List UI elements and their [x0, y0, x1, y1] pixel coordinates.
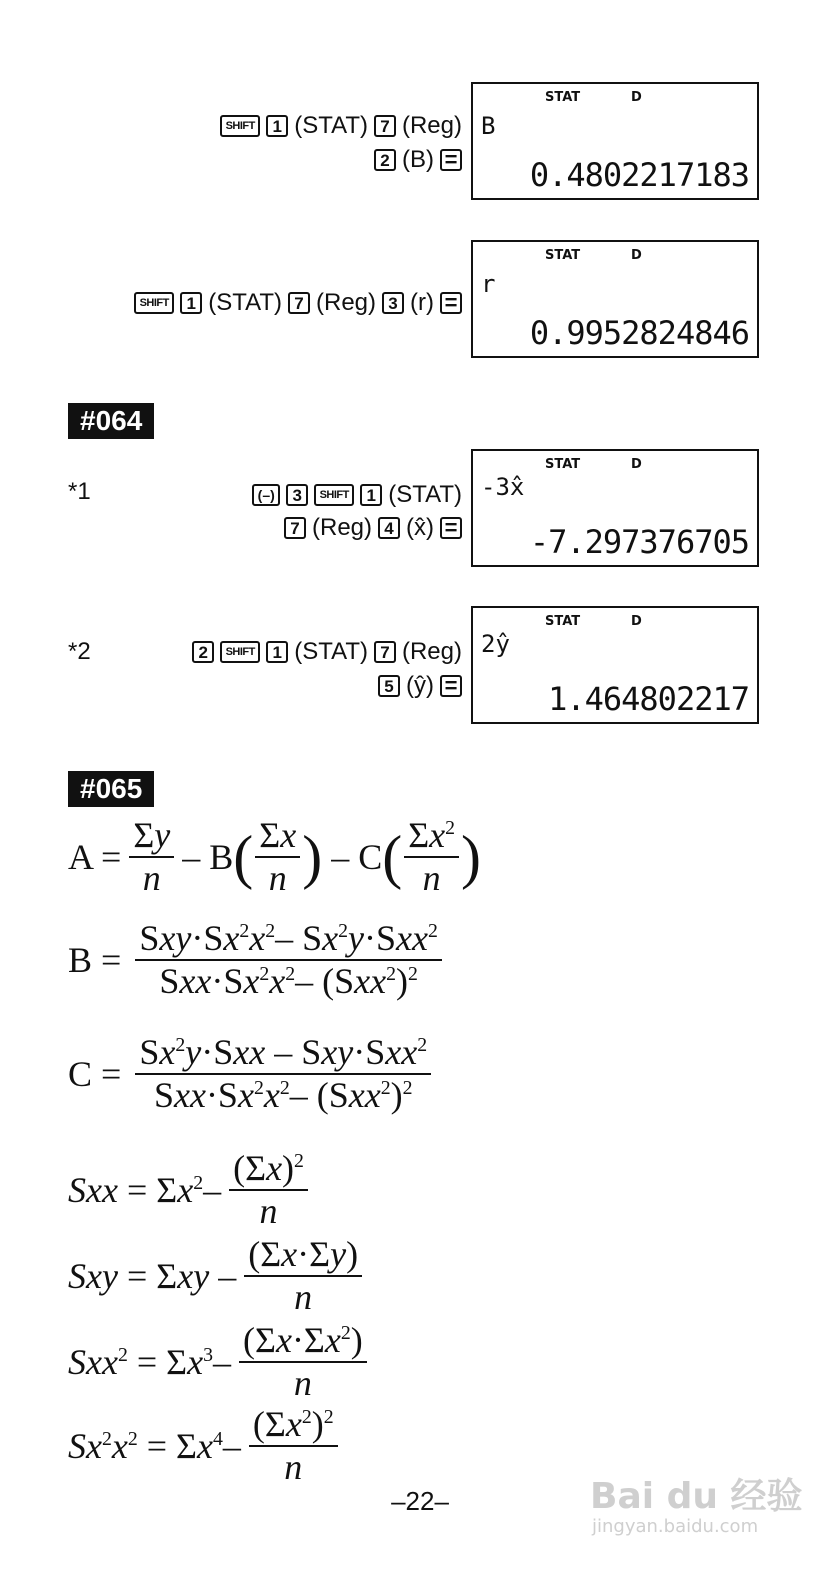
section-tag-064: #064: [68, 403, 154, 439]
lcd-result: 0.9952824846: [529, 314, 749, 352]
stat-label: (STAT): [208, 289, 282, 316]
lcd-expression: r: [481, 270, 496, 298]
key-sequence-b-line1: [220, 112, 462, 140]
r-label: (r): [410, 289, 434, 316]
baidu-watermark-logo: Bai du 经验: [590, 1476, 803, 1517]
shift-key: SHIFT: [220, 115, 260, 137]
baidu-watermark-url: jingyan.baidu.com: [592, 1516, 759, 1537]
reg-label: (Reg): [401, 638, 462, 665]
formula-sxx: Sxx = $\Sigma x^2-$ $\frac{(\Sigma x)^2}{n}$: [68, 1148, 316, 1233]
lcd-result: -7.297376705: [529, 523, 749, 561]
stat-label: (STAT): [388, 481, 462, 508]
lcd-result: 1.464802217: [548, 680, 749, 718]
key-7: 7: [284, 517, 306, 539]
lcd-expression: 2ŷ: [481, 630, 510, 658]
key-1: 1: [266, 641, 288, 663]
shift-key: SHIFT: [134, 292, 174, 314]
deg-indicator: D: [631, 457, 642, 472]
key-sequence-b-line2: [374, 146, 462, 174]
lcd-screen-b: [471, 82, 759, 200]
formula-sxx2: $Sxx^2 = \Sigma x^3-$ $\frac{(\Sigma x\cdot\Sigma x^2)}{n}$: [68, 1320, 375, 1405]
formula-b: B = $\frac{Sxy\cdot Sx^2x^2- Sx^2y\cdot Sxx^2}{Sxx\cdot Sx^2x^2- (Sxx^2)^2}$: [68, 918, 450, 1003]
key-sequence-r: [134, 289, 462, 317]
equals-key: =: [440, 517, 462, 539]
key-sequence-xhat-line1: [252, 481, 462, 509]
reg-label: (Reg): [312, 514, 373, 541]
reg-label: (Reg): [401, 112, 462, 139]
key-7: 7: [374, 115, 396, 137]
b-label: (B): [402, 146, 434, 173]
key-2: 2: [192, 641, 214, 663]
stat-label: (STAT): [294, 112, 368, 139]
key-3: 3: [286, 484, 308, 506]
lcd-expression: B: [481, 112, 496, 140]
key-sequence-yhat-line2: [378, 672, 462, 700]
formula-a: A = $\frac{\Sigma y}{n}$ – B ( $\frac{\Sigma x}{n}$ ) – C ( $\frac{\Sigma x^2}{n}$ ): [68, 815, 481, 899]
section-tag-065: #065: [68, 771, 154, 807]
stat-indicator: STAT: [545, 248, 581, 263]
yhat-label: (ŷ): [406, 672, 434, 699]
formula-sxy: Sxy = Σxy – $\frac{(\Sigma x\cdot\Sigma y)}{n}$: [68, 1234, 370, 1319]
key-sequence-xhat-line2: [284, 514, 462, 542]
lcd-screen-yhat: [471, 606, 759, 724]
xhat-label: (x̂): [406, 514, 434, 541]
note-marker-2: *2: [68, 638, 91, 665]
equals-key: =: [440, 149, 462, 171]
key-7: 7: [288, 292, 310, 314]
page-number: –22–: [391, 1486, 449, 1516]
formula-c: C = $\frac{Sx^2y\cdot Sxx - Sxy\cdot Sxx^2}{Sxx\cdot Sx^2x^2- (Sxx^2)^2}$: [68, 1032, 439, 1117]
equals-key: =: [440, 675, 462, 697]
key-1: 1: [180, 292, 202, 314]
key-1: 1: [266, 115, 288, 137]
stat-indicator: STAT: [545, 457, 581, 472]
note-marker-1: *1: [68, 478, 91, 505]
lcd-expression: -3x̂: [481, 473, 525, 501]
key-sequence-yhat-line1: [192, 638, 462, 666]
equals-key: =: [440, 292, 462, 314]
shift-key: SHIFT: [314, 484, 354, 506]
key-1: 1: [360, 484, 382, 506]
negative-key: (–): [252, 484, 280, 506]
deg-indicator: D: [631, 90, 642, 105]
stat-indicator: STAT: [545, 614, 581, 629]
key-7: 7: [374, 641, 396, 663]
shift-key: SHIFT: [220, 641, 260, 663]
reg-label: (Reg): [316, 289, 377, 316]
stat-indicator: STAT: [545, 90, 581, 105]
key-2: 2: [374, 149, 396, 171]
lcd-screen-xhat: [471, 449, 759, 567]
lcd-screen-r: [471, 240, 759, 358]
formula-sx2x2: $Sx^2x^2 = \Sigma x^4-$ $\frac{(\Sigma x^2)^2}{n}$: [68, 1404, 346, 1489]
lcd-result: 0.4802217183: [529, 156, 749, 194]
stat-label: (STAT): [294, 638, 368, 665]
key-3: 3: [382, 292, 404, 314]
deg-indicator: D: [631, 248, 642, 263]
key-5: 5: [378, 675, 400, 697]
deg-indicator: D: [631, 614, 642, 629]
key-4: 4: [378, 517, 400, 539]
